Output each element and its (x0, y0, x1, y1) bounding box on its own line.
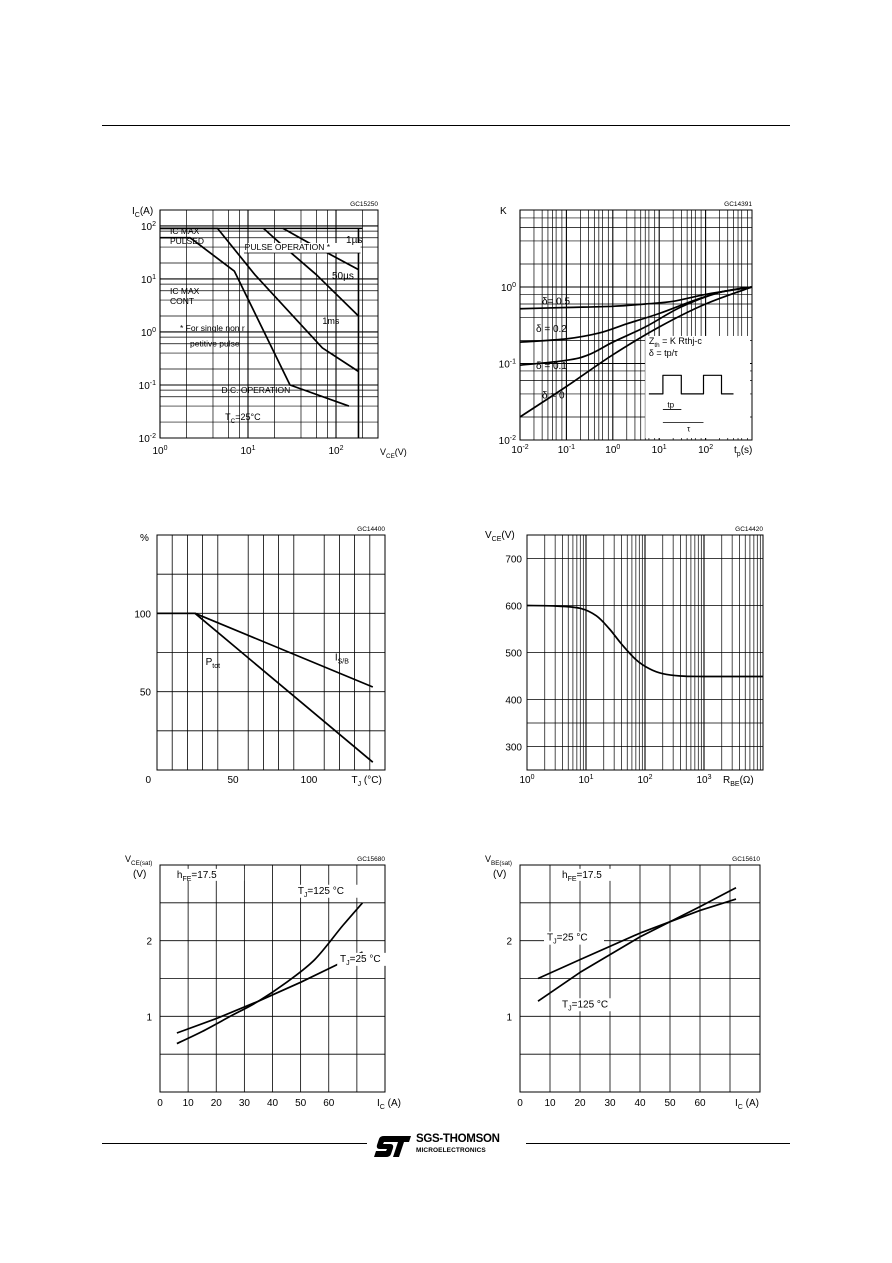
ptot-label: $P_{tot}$ (205, 657, 221, 671)
brand-name: SGS-THOMSON (416, 1133, 500, 1145)
tick-label: $10^0$ (500, 282, 516, 294)
tick-label: 30 (604, 1098, 616, 1109)
vce-rbe-chart (480, 520, 780, 790)
tick-label: $10^0$ (519, 774, 535, 786)
tj-125-label: $T_J=125$ °C (297, 885, 344, 899)
tj-25-curve (177, 952, 363, 1033)
pulse-operation-label: PULSE OPERATION * (244, 242, 331, 252)
tick-label: 0 (157, 1098, 163, 1109)
ic-max-pulsed-label: IC MAX (170, 226, 200, 236)
footnote-label: * For single non r (180, 322, 245, 333)
label-1us: 1µs (346, 235, 363, 247)
tick-label: 10 (544, 1098, 556, 1109)
y-axis-unit: (V) (493, 869, 507, 880)
x-axis-label: $T_J$ (°C) (351, 775, 382, 788)
x-axis-label: $I_C$ (A) (735, 1098, 759, 1111)
y-axis-label: $I_C(A)$ (132, 206, 154, 219)
tick-label: 50 (139, 687, 151, 699)
figure-code: GC15680 (357, 856, 385, 863)
tick-label: 50 (227, 775, 239, 786)
soa-chart (110, 195, 410, 465)
tick-label: 50 (295, 1098, 307, 1109)
isb-label: $I_{S/B}$ (334, 652, 349, 666)
tj-125-label: $T_J=125$ °C (562, 999, 609, 1013)
tick-label: 1 (146, 1012, 152, 1024)
company-logo (372, 1131, 522, 1161)
y-axis-unit: (V) (133, 869, 147, 880)
tick-label: 1 (506, 1012, 512, 1024)
footer-rule-left (102, 1143, 367, 1144)
y-axis-label: % (140, 533, 149, 544)
y-axis-label: K (500, 206, 507, 217)
figure-code: GC15250 (350, 201, 378, 208)
tick-label: 500 (505, 648, 522, 660)
y-axis-label: $V_{CE}(V)$ (485, 530, 515, 543)
tick-label: $10^2$ (637, 774, 653, 786)
tick-label: $10^3$ (696, 774, 712, 786)
tick-label: $10^{-2}$ (138, 433, 156, 445)
tick-label: $10^1$ (651, 444, 667, 456)
tick-label: 0 (517, 1098, 523, 1109)
footer-rule-right (526, 1143, 790, 1144)
x-axis-label: $V_{CE}(V)$ (380, 447, 407, 460)
st-logo-icon (372, 1133, 412, 1159)
tick-label: 60 (323, 1098, 335, 1109)
derating-chart (120, 520, 410, 790)
label-50us: 50µs (331, 270, 354, 282)
x-axis-label: $t_p(s)$ (734, 445, 753, 458)
footnote-label: petitive pulse (190, 338, 240, 349)
tick-label: $10^0$ (152, 445, 168, 457)
tick-label: 20 (210, 1098, 222, 1109)
delta-0-label: δ = 0 (542, 390, 565, 402)
duty-formula: δ = tp/τ (648, 347, 678, 358)
isb-curve (157, 613, 373, 687)
delta-02-label: δ = 0.2 (536, 324, 567, 336)
tick-label: 30 (238, 1098, 250, 1109)
tick-label: 40 (634, 1098, 646, 1109)
tick-label: 400 (505, 695, 522, 707)
tick-label: 0 (145, 775, 151, 786)
tick-label: $10^{-1}$ (498, 358, 516, 371)
ic-max-pulsed-label: PULSED (170, 236, 205, 246)
thermal-chart (490, 195, 780, 465)
tick-label: 700 (505, 554, 522, 566)
tick-label: 300 (505, 742, 522, 754)
tj-25-label: $T_J=25$ °C (340, 953, 381, 967)
vcesat-chart (120, 845, 410, 1115)
vbesat-chart (480, 845, 780, 1115)
tick-label: 40 (266, 1098, 279, 1109)
tick-label: 2 (506, 936, 512, 948)
figure-code: GC14400 (357, 526, 385, 533)
tick-label: $10^{-2}$ (511, 444, 529, 456)
x-axis-label: $R_{BE}(\Omega)$ (723, 775, 754, 788)
y-axis-label: $V_{BE(sat)}$ (485, 854, 513, 867)
tick-label: 60 (694, 1098, 706, 1109)
tick-label: $10^{-1}$ (557, 444, 576, 456)
tick-label: $10^0$ (605, 444, 621, 456)
zth-formula: $Z_{th} = K$ Rthj-c (648, 335, 702, 349)
ic-max-cont-label: CONT (170, 296, 195, 306)
ptot-curve (157, 613, 373, 762)
tick-label: 50 (664, 1098, 676, 1109)
delta-01-label: δ = 0.1 (536, 361, 567, 373)
tick-label: $10^1$ (240, 445, 256, 457)
tick-label: $10^{-2}$ (498, 435, 516, 447)
brand-subtitle: MICROELECTRONICS (416, 1147, 486, 1154)
y-axis-label: $V_{CE(sat)}$ (125, 854, 153, 867)
label-1ms: 1ms (322, 316, 340, 327)
tp-label: tp (667, 400, 675, 410)
tick-label: $10^0$ (140, 326, 156, 339)
figure-code: GC14391 (724, 201, 752, 208)
tick-label: 100 (134, 609, 151, 621)
tick-label: 600 (505, 601, 522, 613)
tick-label: $10^2$ (328, 445, 344, 457)
tick-label: $10^2$ (140, 220, 156, 233)
top-rule (102, 125, 790, 126)
tick-label: $10^2$ (698, 444, 714, 456)
hfe-label: $h_{FE}=17.5$ (562, 869, 602, 883)
x-axis-label: $I_C$ (A) (377, 1098, 401, 1111)
tick-label: $10^{-1}$ (138, 379, 156, 392)
dc-operation-label: D.C. OPERATION (221, 385, 291, 396)
tc-label: $T_C=25^\circ C$ (225, 411, 261, 425)
tau-label: τ (687, 424, 691, 434)
tick-label: $10^1$ (140, 273, 156, 286)
tick-label: 20 (574, 1098, 586, 1109)
figure-code: GC15610 (732, 856, 760, 863)
tick-label: 2 (146, 936, 152, 948)
tick-label: 10 (182, 1098, 194, 1109)
tj-25-label: $T_J=25$ °C (547, 932, 588, 946)
tick-label: 100 (300, 775, 318, 786)
hfe-label: $h_{FE}=17.5$ (176, 869, 217, 883)
delta-05-label: δ= 0.5 (542, 296, 571, 308)
figure-code: GC14420 (735, 526, 763, 533)
tick-label: $10^1$ (578, 774, 594, 786)
ic-max-cont-label: IC MAX (170, 286, 200, 296)
